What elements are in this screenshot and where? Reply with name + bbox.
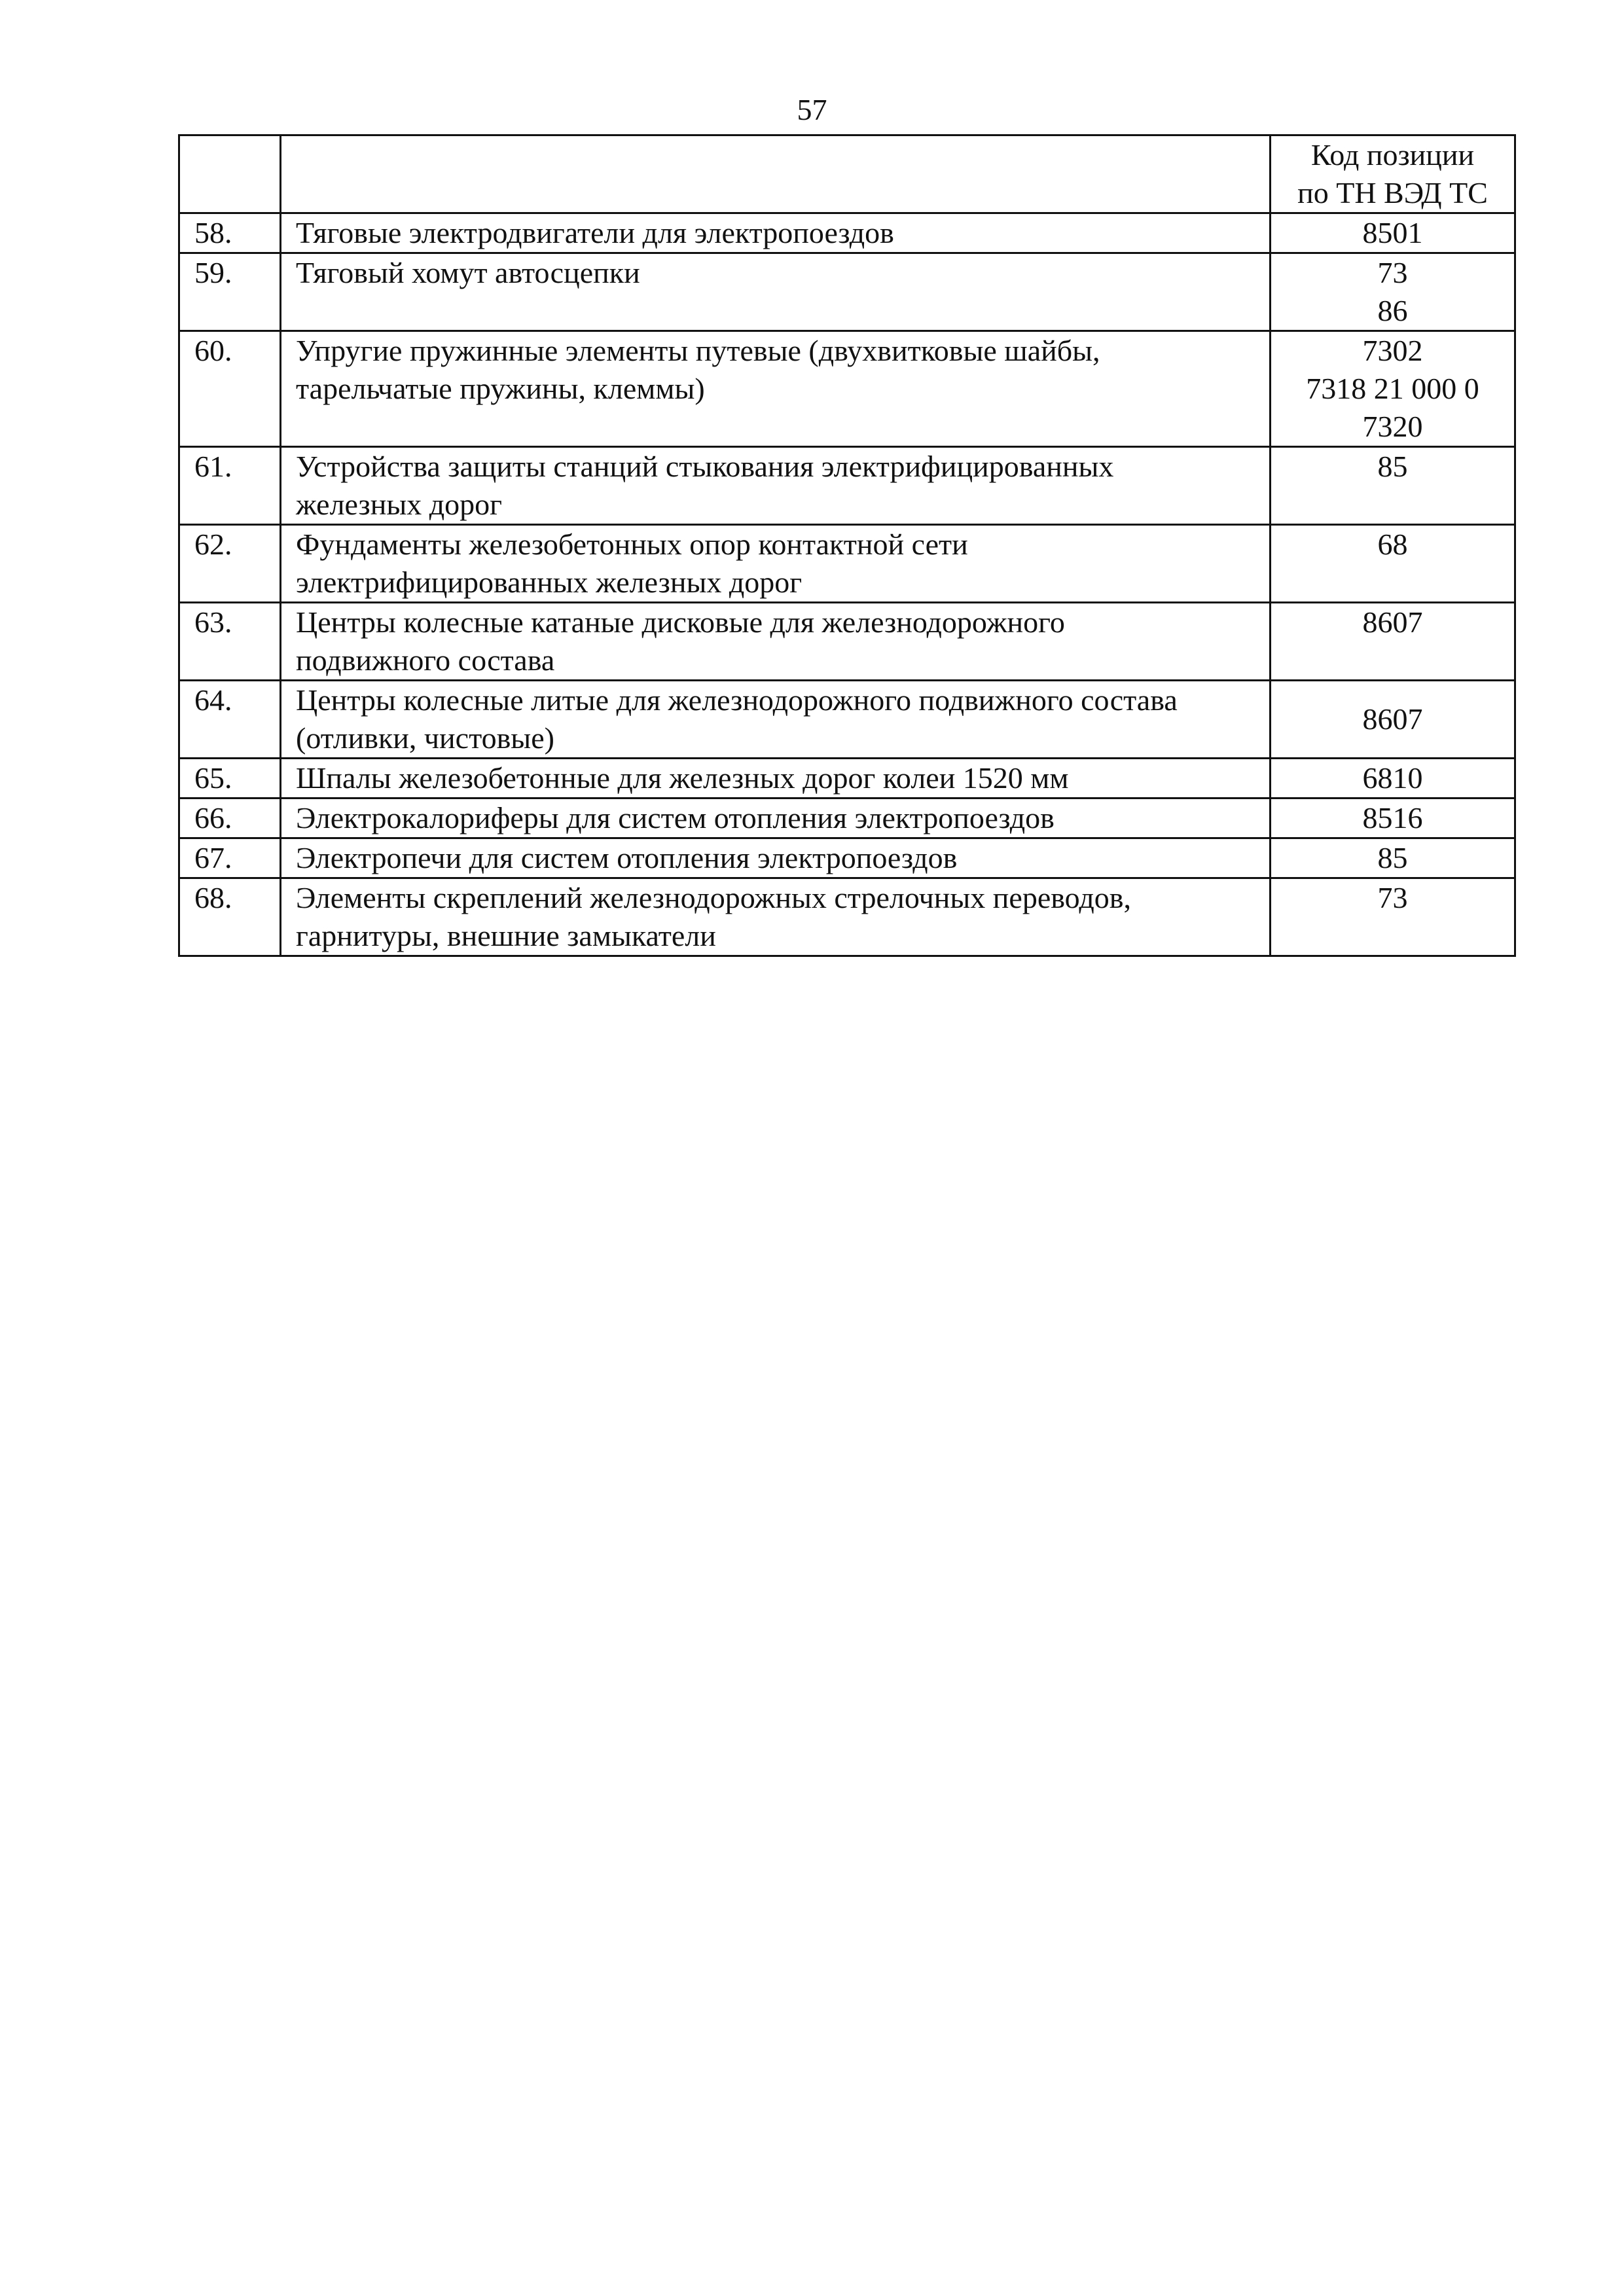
table-row [179,838,1515,878]
row-name-line: гарнитуры, внешние замыкатели [296,919,716,952]
table-row [179,447,1515,525]
row-code-line: 8607 [1362,702,1423,736]
row-name-line: (отливки, чистовые) [296,721,554,755]
row-name-line: подвижного состава [296,643,555,677]
row-name [281,798,1271,838]
table-row [179,253,1515,331]
row-name [281,253,1271,331]
row-name-line: Центры колесные катаные дисковые для железнодорожного [296,605,1065,639]
row-name [281,759,1271,798]
row-code [1271,525,1515,603]
row-name-line: Электропечи для систем отопления электропоездов [296,841,958,874]
row-code-line: 7318 21 000 0 [1306,372,1479,405]
row-name [281,447,1271,525]
row-name-line: Шпалы железобетонные для железных дорог колеи 1520 мм [296,761,1069,795]
row-code [1271,681,1515,759]
table-row [179,525,1515,603]
row-code [1271,759,1515,798]
row-name-line: железных дорог [296,488,502,521]
row-name-line: Фундаменты железобетонных опор контактной сети [296,528,968,561]
table-row [179,331,1515,447]
row-number: 61. [179,447,281,525]
row-name [281,681,1271,759]
row-code-line: 8501 [1362,216,1423,249]
row-name [281,213,1271,253]
row-number: 60. [179,331,281,447]
row-name-line: Элементы скреплений железнодорожных стрелочных переводов, [296,881,1131,914]
row-number: 59. [179,253,281,331]
table-row [179,798,1515,838]
row-code [1271,878,1515,956]
row-name-line: Устройства защиты станций стыкования электрифицированных [296,450,1114,483]
row-name-line: электрифицированных железных дорог [296,565,803,599]
row-name [281,603,1271,681]
row-code-line: 7302 [1362,334,1423,367]
row-code-line: 68 [1377,528,1408,561]
row-code-line: 85 [1377,841,1408,874]
row-code-line: 86 [1377,294,1408,327]
row-name-line: Упругие пружинные элементы путевые (двухвитковые шайбы, [296,334,1100,367]
row-code [1271,838,1515,878]
row-number: 66. [179,798,281,838]
row-code-line: 85 [1377,450,1408,483]
row-code [1271,213,1515,253]
header-code-cell [1271,135,1515,213]
table-row [179,681,1515,759]
page-number: 57 [797,93,827,126]
row-code-line: 7320 [1362,410,1423,443]
row-code [1271,798,1515,838]
row-code-line: 8607 [1362,605,1423,639]
header-num-cell [179,135,281,213]
table-row [179,759,1515,798]
row-code-line: 8516 [1362,801,1423,834]
row-name [281,878,1271,956]
header-name-cell [281,135,1271,213]
row-code [1271,331,1515,447]
row-number: 63. [179,603,281,681]
row-number: 65. [179,759,281,798]
row-code [1271,447,1515,525]
row-number: 68. [179,878,281,956]
row-name [281,838,1271,878]
codes-table [178,134,1516,957]
row-code-line: 73 [1377,881,1408,914]
row-code-line: 73 [1377,256,1408,289]
row-name-line: Тяговые электродвигатели для электропоездов [296,216,894,249]
row-name-line: Центры колесные литые для железнодорожного подвижного состава [296,683,1178,717]
row-number: 67. [179,838,281,878]
table-row [179,878,1515,956]
table-header-row [179,135,1515,213]
row-number: 62. [179,525,281,603]
table-row [179,213,1515,253]
row-name [281,525,1271,603]
row-name-line: Тяговый хомут автосцепки [296,256,640,289]
row-code [1271,603,1515,681]
row-name [281,331,1271,447]
row-code [1271,253,1515,331]
header-code-line: по ТН ВЭД ТС [1297,176,1488,209]
table-row [179,603,1515,681]
row-name-line: тарельчатые пружины, клеммы) [296,372,705,405]
row-number: 58. [179,213,281,253]
row-number: 64. [179,681,281,759]
header-code-line: Код позиции [1310,138,1475,171]
row-name-line: Электрокалориферы для систем отопления электропоездов [296,801,1055,834]
row-code-line: 6810 [1362,761,1423,795]
